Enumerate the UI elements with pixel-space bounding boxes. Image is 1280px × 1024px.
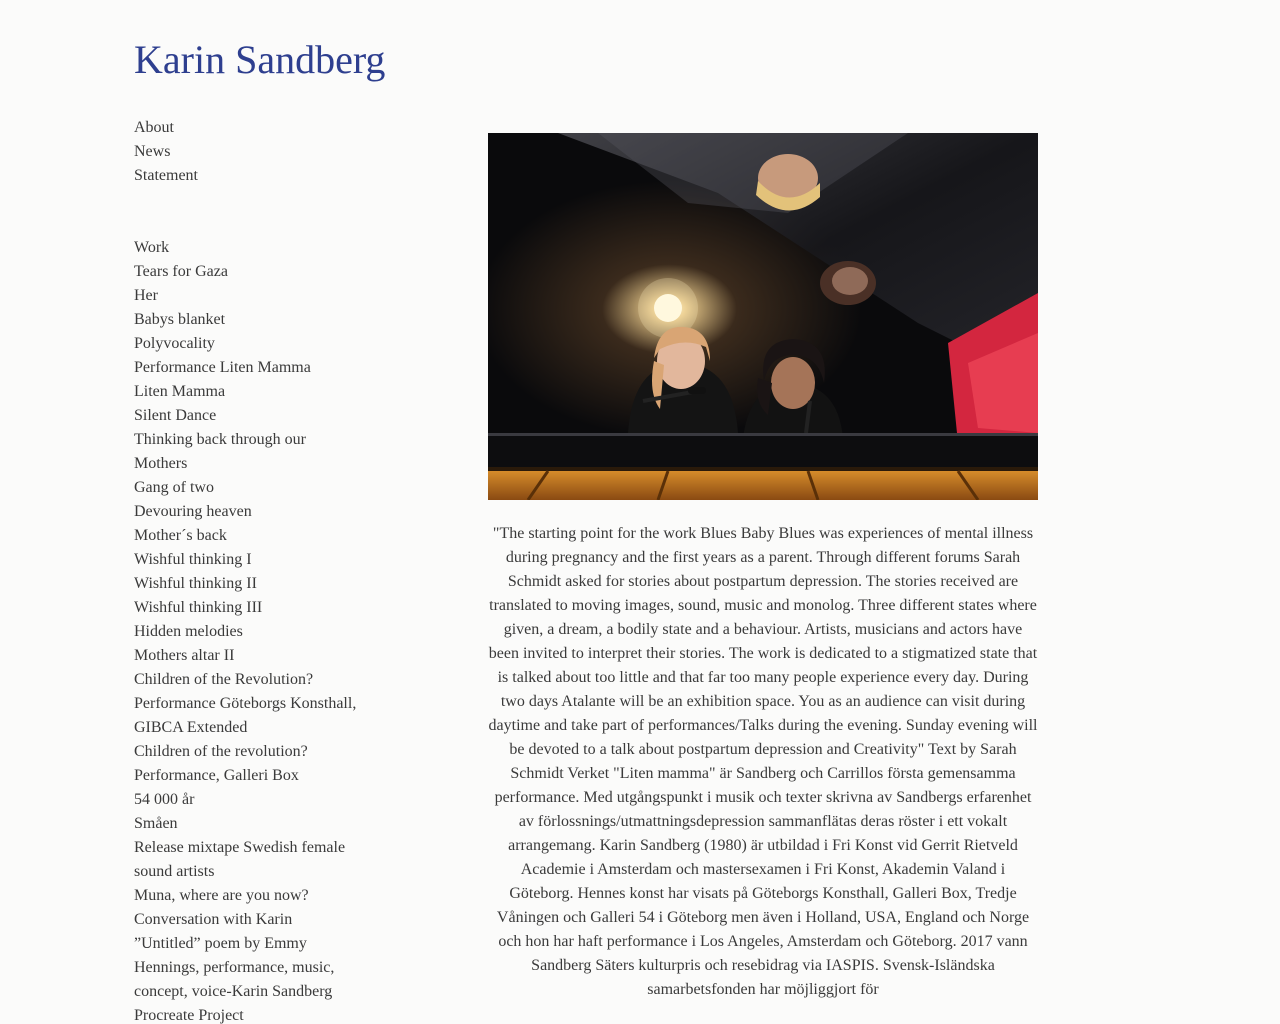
nav-item-performance-liten-mamma[interactable]: Performance Liten Mamma [134,359,311,376]
nav-item-polyvocality[interactable]: Polyvocality [134,335,215,352]
nav-item-untitled-poem-cont[interactable]: Hennings, performance, music, [134,959,335,976]
nav-item-hidden-melodies[interactable]: Hidden melodies [134,623,243,640]
nav-item-release-mixtape[interactable]: Release mixtape Swedish female [134,839,346,856]
nav-item-her[interactable]: Her [134,287,158,304]
nav-item-devouring-heaven[interactable]: Devouring heaven [134,503,252,520]
nav-item-wishful-thinking-1[interactable]: Wishful thinking I [134,551,252,568]
nav-spacer [134,188,394,236]
nav-item-muna[interactable]: Muna, where are you now? [134,887,309,904]
nav-item-tears-for-gaza[interactable]: Tears for Gaza [134,263,228,280]
site-title[interactable]: Karin Sandberg [134,37,386,82]
nav-item-conversation-with-karin[interactable]: Conversation with Karin [134,911,293,928]
nav-item-performance-goteborgs-konsthall[interactable]: Performance Göteborgs Konsthall, [134,695,357,712]
nav-item-procreate-project[interactable]: Procreate Project [134,1007,244,1024]
nav-item-wishful-thinking-2[interactable]: Wishful thinking II [134,575,257,592]
performance-photo-icon [488,133,1038,500]
sidebar-nav [134,116,394,1024]
nav-item-news[interactable]: News [134,143,171,160]
nav-item-work[interactable]: Work [134,239,170,256]
performance-photo[interactable] [488,133,1038,500]
nav-item-babys-blanket[interactable]: Babys blanket [134,311,226,328]
nav-item-liten-mamma[interactable]: Liten Mamma [134,383,226,400]
nav-item-release-mixtape-cont[interactable]: sound artists [134,863,215,880]
nav-item-gibca-extended[interactable]: GIBCA Extended [134,719,248,736]
nav-item-performance-galleri-box[interactable]: Performance, Galleri Box [134,767,299,784]
work-nav [134,236,394,1024]
nav-item-children-of-the-revolution[interactable]: Children of the Revolution? [134,671,314,688]
work-description: "The starting point for the work Blues Baby Blues was experiences of mental illness during pregnancy and the first years as a parent. Through different forums Sarah Schmidt asked for stories about postpartum depression. The stories received are translated to moving images, sound, music and monolog. Three different states where given, a dream, a bodily state and a behaviour. Artists, musicians and actors have been invited to interpret their stories. The work is dedicated to a stigmatized state that is talked about too little and that far too many people experience every day. During two days Atalante will be an exhibition space. You as an audience can visit during daytime and take part of performances/Talks during the evening. Sunday evening will be devoted to a talk about postpartum depression and Creativity" Text by Sarah Schmidt Verket "Liten mamma" är Sandberg och Carrillos första gemensamma performance. Med utgångspunkt i musik och texter skrivna av Sandbergs erfarenhet av förlossnings/utmattningsdepression sammanflätas deras röster i ett vokalt arrangemang. Karin Sandberg (1980) är utbildad i Fri Konst vid Gerrit Rietveld Academie i Amsterdam och mastersexamen i Fri Konst, Akademin Valand i Göteborg. Hennes konst har visats på Göteborgs Konsthall, Galleri Box, Tredje Våningen och Galleri 54 i Göteborg men även i Holland, USA, England och Norge och hon har haft performance i Los Angeles, Amsterdam och Göteborg. 2017 vann Sandberg Säters kulturpris och resebidrag via IASPIS. Svensk-Isländska samarbetsfonden har möjliggjort för [488,525,1038,998]
primary-nav [134,116,394,188]
nav-item-54000-ar[interactable]: 54 000 år [134,791,195,808]
nav-item-smaen[interactable]: Småen [134,815,178,832]
nav-item-wishful-thinking-3[interactable]: Wishful thinking III [134,599,263,616]
nav-item-mothers-back[interactable]: Mother´s back [134,527,227,544]
nav-item-statement[interactable]: Statement [134,167,198,184]
nav-item-untitled-poem-cont-2[interactable]: concept, voice-Karin Sandberg [134,983,333,1000]
nav-item-children-of-the-revolution-2[interactable]: Children of the revolution? [134,743,308,760]
nav-item-mothers-altar-2[interactable]: Mothers altar II [134,647,235,664]
nav-item-untitled-poem[interactable]: ”Untitled” poem by Emmy [134,935,307,952]
nav-item-thinking-back-cont[interactable]: Mothers [134,455,188,472]
nav-item-silent-dance[interactable]: Silent Dance [134,407,217,424]
nav-item-about[interactable]: About [134,119,174,136]
nav-item-gang-of-two[interactable]: Gang of two [134,479,214,496]
nav-item-thinking-back[interactable]: Thinking back through our [134,431,306,448]
